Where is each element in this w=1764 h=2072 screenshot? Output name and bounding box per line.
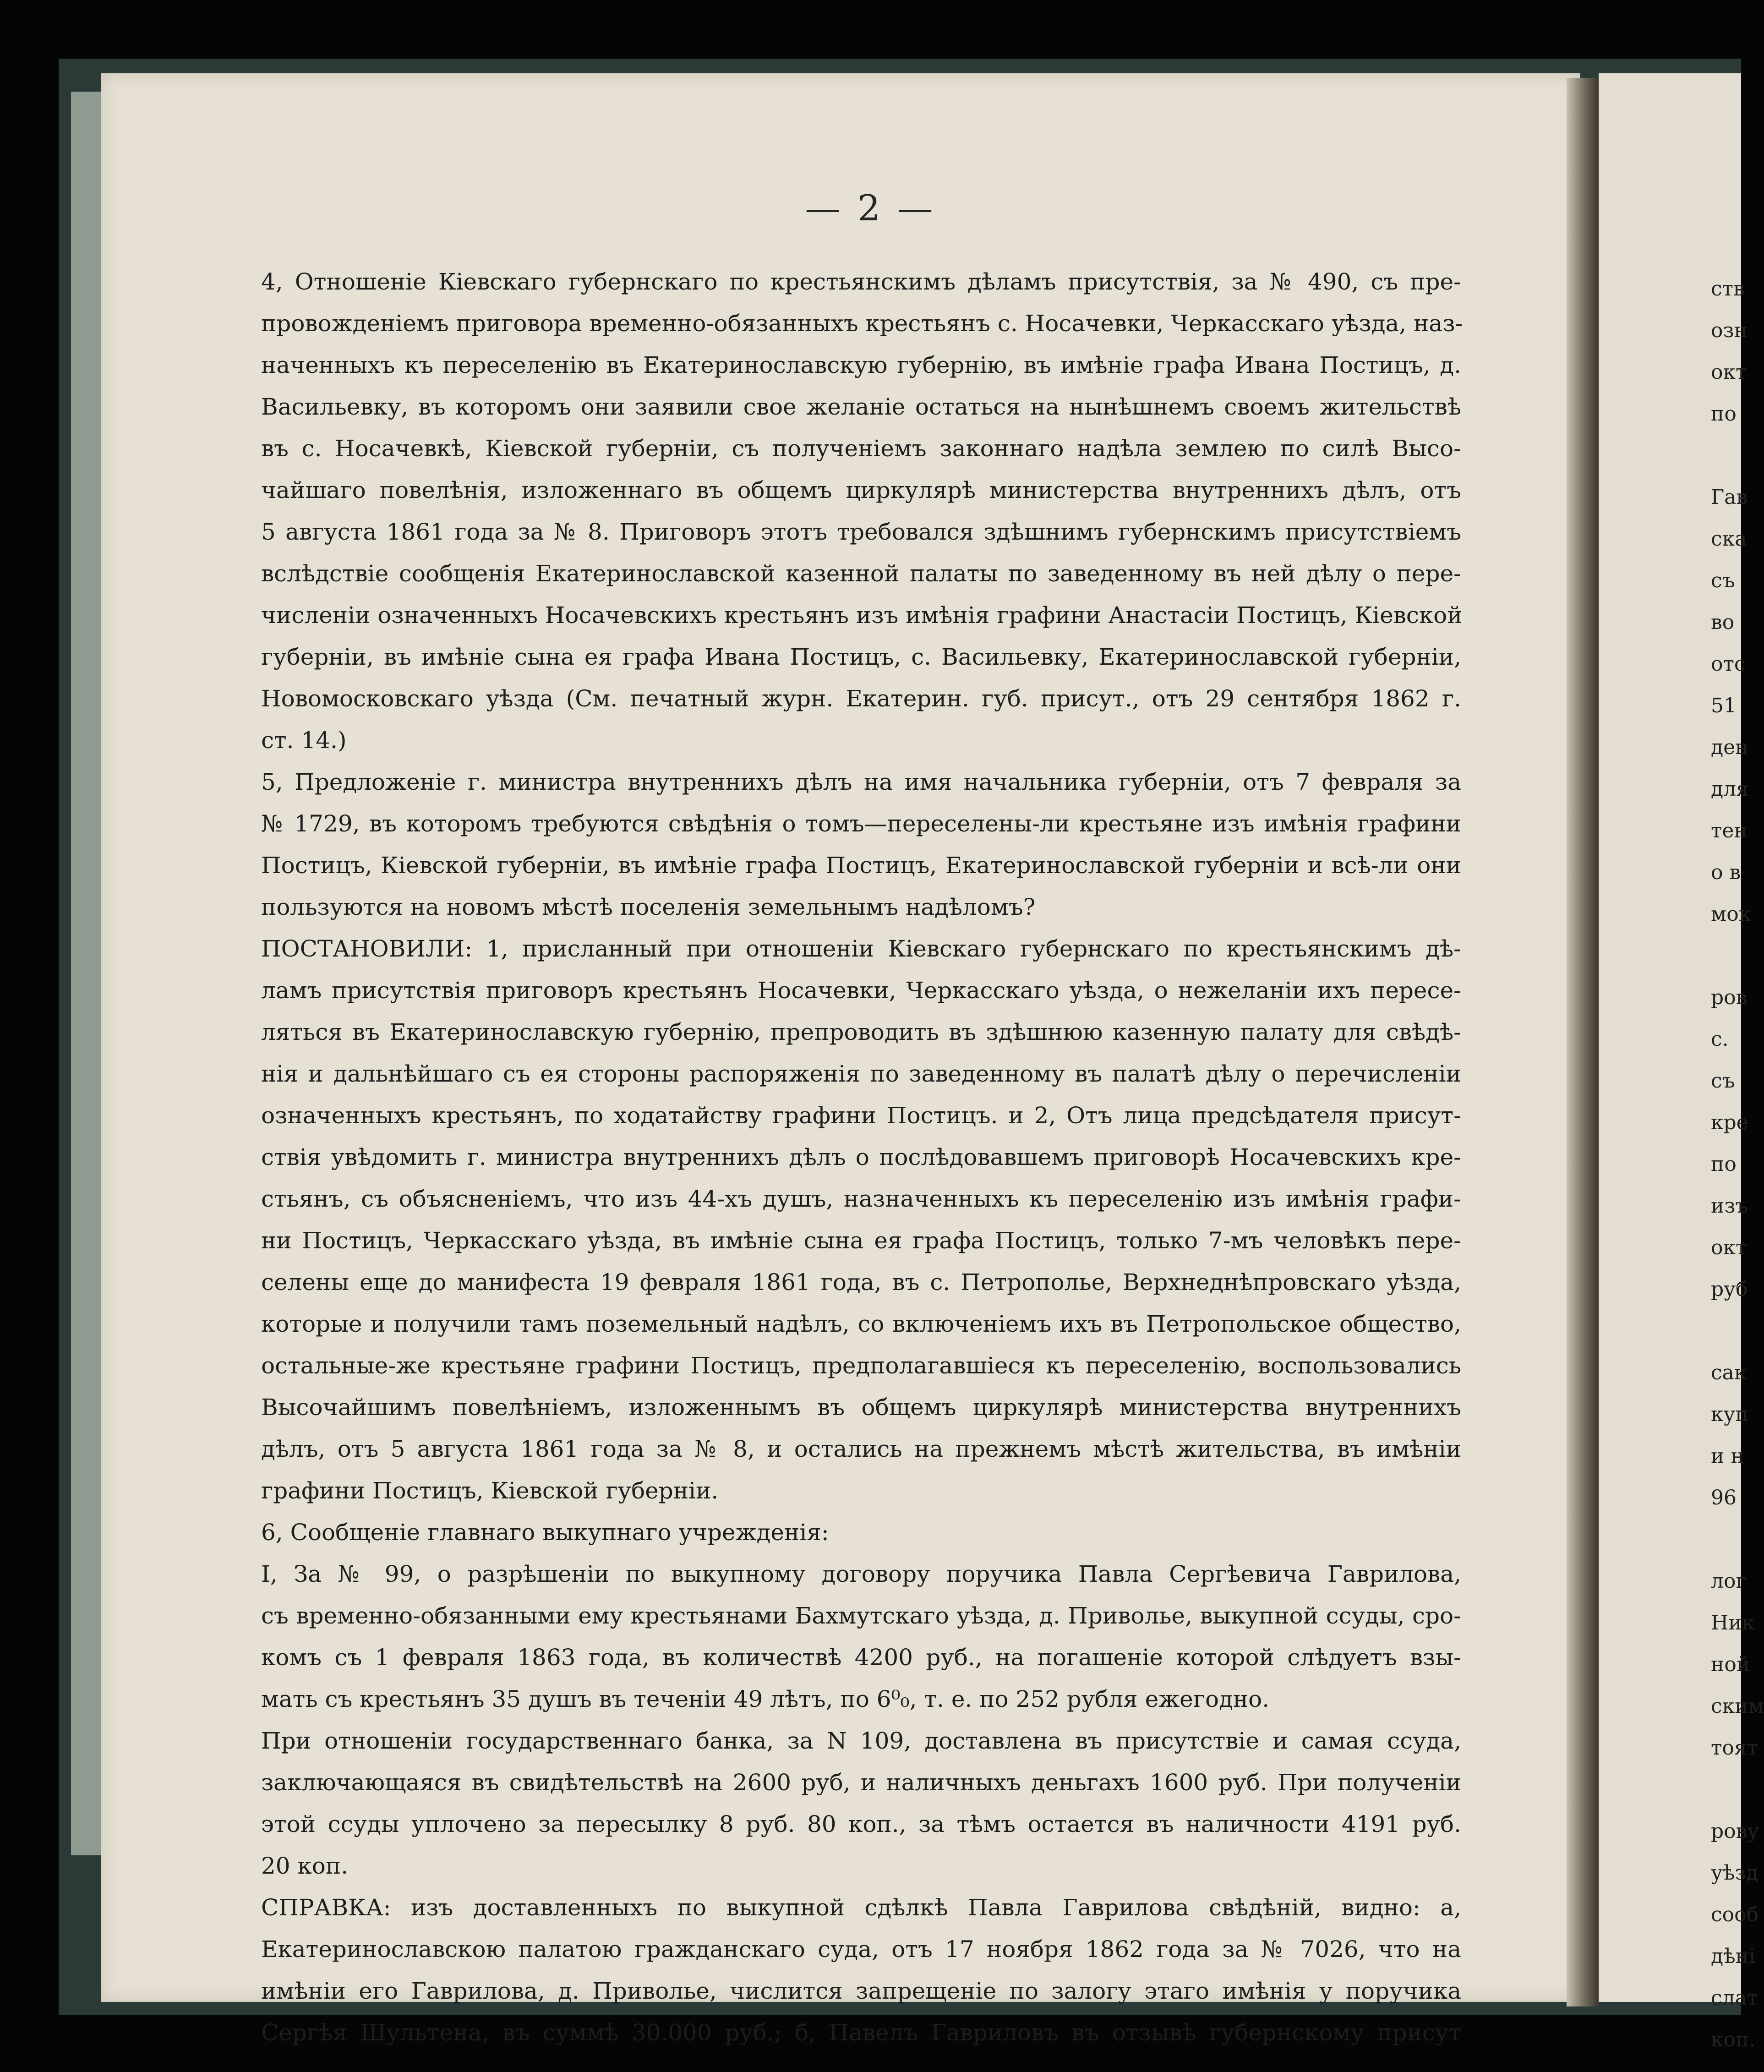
right-page-fragment: ной xyxy=(1711,1653,1750,1676)
right-page-fragment: отс xyxy=(1711,652,1746,676)
text-line: имѣніи его Гаврилова, д. Приволье, числится запрещеніе по залогу этаго имѣнія у поручика xyxy=(261,1978,1461,2004)
right-page-fragment xyxy=(1711,1519,1741,1560)
text-line: 4, Отношеніе Кіевскаго губернскаго по крестьянскимъ дѣламъ присутствія, за № 490, съ пре- xyxy=(261,268,1461,295)
text-line: провожденіемъ приговора временно-обязанныхъ крестьянъ с. Носачевки, Черкасскаго уѣзда, наз- xyxy=(261,310,1463,337)
text-line: дѣлъ, отъ 5 августа 1861 года за № 8, и остались на прежнемъ мѣстѣ жительства, въ имѣніи xyxy=(261,1436,1461,1462)
right-page-fragment: ским xyxy=(1711,1695,1764,1718)
text-line: численіи означенныхъ Носачевскихъ крестьянъ изъ имѣнія графини Анастасіи Постицъ, Кіевской xyxy=(261,602,1463,629)
text-line: Высочайшимъ повелѣніемъ, изложеннымъ въ общемъ циркулярѣ министерства внутреннихъ xyxy=(261,1394,1461,1421)
text-line: мать съ крестьянъ 35 душъ въ теченіи 49 лѣтъ, по 6⁰₀, т. е. по 252 рубля ежегодно. xyxy=(261,1686,1270,1712)
right-page-fragment: по xyxy=(1711,1153,1737,1176)
text-line: І, За № 99, о разрѣшеніи по выкупному договору поручика Павла Сергѣевича Гаврилова, xyxy=(261,1561,1461,1587)
cover-edge xyxy=(71,92,103,1855)
text-line: При отношеніи государственнаго банка, за N 109, доставлена въ присутствіе и самая ссуда, xyxy=(261,1728,1461,1754)
right-page-fragment: куп xyxy=(1711,1403,1749,1426)
text-line: 20 коп. xyxy=(261,1853,349,1879)
right-page-fragment: кре xyxy=(1711,1111,1748,1134)
right-page-fragment: дѣні xyxy=(1711,1945,1756,1968)
right-page-fragment: сак xyxy=(1711,1361,1747,1384)
text-line: № 1729, въ которомъ требуются свѣдѣнія о томъ—переселены-ли крестьяне изъ имѣнія графини xyxy=(261,810,1461,837)
text-line: заключающаяся въ свидѣтельствѣ на 2600 руб, и наличныхъ деньгахъ 1600 руб. При полученіи xyxy=(261,1769,1461,1796)
right-page-fragment: и н xyxy=(1711,1444,1744,1468)
text-line: вслѣдствіе сообщенія Екатеринославской казенной палаты по заведенному въ ней дѣлу о пере- xyxy=(261,560,1461,587)
right-page-fragment: изъ xyxy=(1711,1194,1748,1218)
text-line: съ временно-обязанными ему крестьянами Бахмутскаго уѣзда, д. Приволье, выкупной ссуды, сро- xyxy=(261,1602,1461,1629)
text-line: ляться въ Екатеринославскую губернію, препроводить въ здѣшнюю казенную палату для свѣдѣ- xyxy=(261,1019,1461,1045)
right-page-fragment: сооб xyxy=(1711,1903,1759,1926)
right-page-fragment: лог xyxy=(1711,1569,1747,1593)
right-page-fragment: руб xyxy=(1711,1278,1748,1301)
right-page-fragment: рову xyxy=(1711,1820,1759,1843)
text-line: Васильевку, въ которомъ они заявили свое желаніе остаться на нынѣшнемъ своемъ жительствѣ xyxy=(261,394,1461,420)
right-page-fragment: для xyxy=(1711,777,1749,801)
right-page-fragment xyxy=(1711,935,1741,977)
text-line: губерніи, въ имѣніе сына ея графа Ивана Постицъ, с. Васильевку, Екатеринославской губерніи, xyxy=(261,644,1461,670)
right-page-fragment: Ник xyxy=(1711,1611,1755,1635)
text-line: ствія увѣдомить г. министра внутреннихъ дѣлъ о послѣдовавшемъ приговорѣ Носачевскихъ кре- xyxy=(261,1144,1461,1170)
text-line: Екатеринославскою палатою гражданскаго суда, отъ 17 ноября 1862 года за № 7026, что на xyxy=(261,1936,1461,1963)
text-line: комъ съ 1 февраля 1863 года, въ количествѣ 4200 руб., на погашеніе которой слѣдуетъ взы- xyxy=(261,1644,1461,1671)
right-page-fragment: с. xyxy=(1711,1028,1729,1051)
right-page-fragment: по xyxy=(1711,402,1737,426)
right-page-fragment: ден xyxy=(1711,736,1749,759)
text-line: 5 августа 1861 года за № 8. Приговоръ этотъ требовался здѣшнимъ губернскимъ присутствіемъ xyxy=(261,519,1461,545)
right-page-fragment: 96 xyxy=(1711,1486,1737,1509)
text-line: Новомосковскаго уѣзда (См. печатный журн. Екатерин. губ. присут., отъ 29 сентября 1862 г. xyxy=(261,685,1461,712)
right-page-fragment: съ xyxy=(1711,569,1735,592)
right-page-fragment: съ xyxy=(1711,1069,1735,1093)
right-page-fragment: слат xyxy=(1711,1986,1759,2010)
text-line: ст. 14.) xyxy=(261,727,347,754)
right-page-fragment: окт xyxy=(1711,361,1747,384)
text-line: СПРАВКА: изъ доставленныхъ по выкупной сдѣлкѣ Павла Гаврилова свѣдѣній, видно: а, xyxy=(261,1894,1461,1921)
text-line: наченныхъ къ переселенію въ Екатеринославскую губернію, въ имѣніе графа Ивана Постицъ, д. xyxy=(261,352,1461,378)
text-line: 5, Предложеніе г. министра внутреннихъ дѣлъ на имя начальника губерніи, отъ 7 февраля за xyxy=(261,769,1461,795)
right-page-fragment: окт xyxy=(1711,1236,1747,1259)
text-line: нія и дальнѣйшаго съ ея стороны распоряженія по заведенному въ палатѣ дѣлу о перечисленіи xyxy=(261,1061,1461,1087)
right-page-fragment: уѣзд xyxy=(1711,1861,1759,1885)
right-page-fragment: тен xyxy=(1711,819,1748,842)
text-line: Постицъ, Кіевской губерніи, въ имѣніе графа Постицъ, Екатеринославской губерніи и всѣ-ли они xyxy=(261,852,1461,879)
text-line: Сергѣя Шультена, въ суммѣ 30.000 руб.; б, Павелъ Гавриловъ въ отзывѣ губернскому присут xyxy=(261,2019,1461,2046)
text-line: стьянъ, съ объясненіемъ, что изъ 44-хъ душъ, назначенныхъ къ переселенію изъ имѣнія графи- xyxy=(261,1186,1461,1212)
right-page-fragment: 51 xyxy=(1711,694,1737,717)
right-page-fragment: о в xyxy=(1711,861,1741,884)
text-line: ни Постицъ, Черкасскаго уѣзда, въ имѣніе сына ея графа Постицъ, только 7-мъ человѣкъ пере- xyxy=(261,1227,1461,1254)
text-line: остальные-же крестьяне графини Постицъ, предполагавшіеся къ переселенію, воспользовались xyxy=(261,1352,1461,1379)
right-page-fragment: Гав xyxy=(1711,486,1748,509)
right-page-fragment: коп. xyxy=(1711,2028,1756,2051)
text-line: селены еще до манифеста 19 февраля 1861 года, въ с. Петрополье, Верхнеднѣпровскаго уѣзда, xyxy=(261,1269,1461,1296)
right-page-fragment: ска xyxy=(1711,527,1747,551)
text-line: ламъ присутствія приговоръ крестьянъ Носачевки, Черкасскаго уѣзда, о нежеланіи ихъ пересе- xyxy=(261,977,1461,1004)
text-line: ПОСТАНОВИЛИ: 1, присланный при отношеніи Кіевскаго губернскаго по крестьянскимъ дѣ- xyxy=(261,935,1461,962)
right-page-fragment xyxy=(1711,1769,1741,1810)
right-page-fragment xyxy=(1711,1310,1741,1352)
book-gutter xyxy=(1567,78,1599,2006)
text-line: чайшаго повелѣнія, изложеннаго въ общемъ циркулярѣ министерства внутреннихъ дѣлъ, отъ xyxy=(261,477,1461,503)
right-page-fragment: мок xyxy=(1711,902,1752,926)
text-line: этой ссуды уплочено за пересылку 8 руб. 80 коп., за тѣмъ остается въ наличности 4191 руб. xyxy=(261,1811,1461,1837)
text-line: пользуются на новомъ мѣстѣ поселенія земельнымъ надѣломъ? xyxy=(261,894,1036,920)
right-page-fragment: тоят xyxy=(1711,1736,1758,1760)
document-text xyxy=(261,261,1461,2054)
text-line: 6, Сообщеніе главнаго выкупнаго учрежденія: xyxy=(261,1519,829,1546)
page-number: — 2 — xyxy=(805,188,936,229)
right-page-fragment: ров xyxy=(1711,986,1748,1009)
text-line: которые и получили тамъ поземельный надѣлъ, со включеніемъ ихъ въ Петропольское общество, xyxy=(261,1311,1461,1337)
text-line: означенныхъ крестьянъ, по ходатайству графини Постицъ. и 2, Отъ лица предсѣдателя присут- xyxy=(261,1102,1461,1129)
right-page-fragment: во xyxy=(1711,611,1735,634)
text-line: графини Постицъ, Кіевской губерніи. xyxy=(261,1477,719,1504)
right-page-fragment: озн xyxy=(1711,319,1748,342)
right-page-fragment: ств xyxy=(1711,277,1745,301)
right-page-text xyxy=(1711,268,1764,2061)
text-line: въ с. Носачевкѣ, Кіевской губерніи, съ полученіемъ законнаго надѣла землею по силѣ Высо- xyxy=(261,435,1461,462)
right-page-fragment xyxy=(1711,435,1741,476)
